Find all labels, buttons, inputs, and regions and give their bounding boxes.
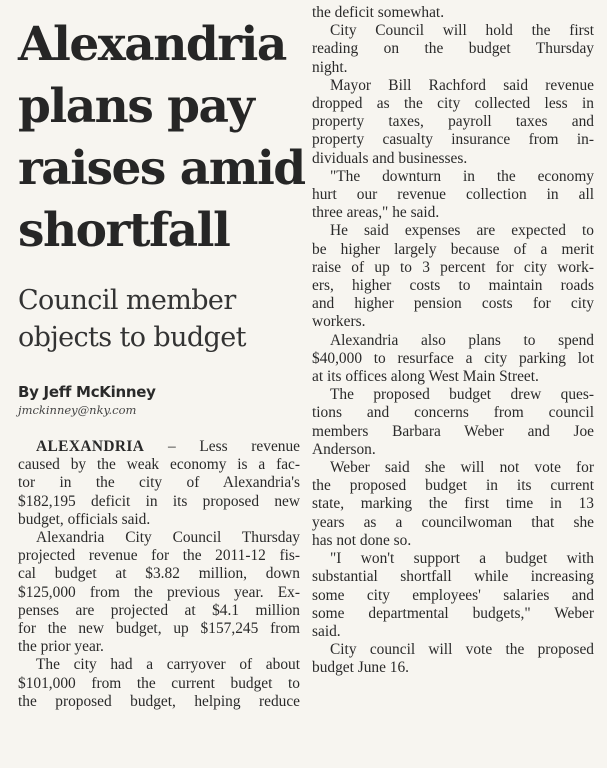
paragraph-line: the prior year. bbox=[18, 638, 104, 656]
paragraph-line: at its offices along West Main Street. bbox=[312, 368, 539, 386]
paragraph-line: projected revenue for the 2011-12 fis- bbox=[18, 547, 300, 565]
paragraph-line: The proposed budget drew ques- bbox=[330, 386, 594, 404]
article-body-right bbox=[312, 4, 594, 678]
paragraph-line: $40,000 to resurface a city parking lot bbox=[312, 349, 594, 367]
paragraph-line: City Council will hold the first bbox=[330, 22, 594, 40]
article-paragraph bbox=[312, 222, 594, 331]
paragraph-line: caused by the weak economy is a fac- bbox=[18, 456, 300, 474]
paragraph-line: Alexandria also plans to spend bbox=[330, 331, 594, 349]
paragraph-line: said. bbox=[312, 622, 341, 640]
paragraph-line: three areas," he said. bbox=[312, 204, 440, 222]
paragraph-line: years as a councilwoman that she bbox=[312, 513, 594, 531]
paragraph-line: cal budget at $3.82 million, down bbox=[18, 565, 300, 583]
article-paragraph bbox=[312, 550, 594, 641]
paragraph-line: raise of up to 3 percent for city work- bbox=[312, 258, 594, 276]
paragraph-line: the proposed budget in its current bbox=[312, 477, 594, 495]
paragraph-line: Mayor Bill Rachford said revenue bbox=[330, 76, 594, 94]
article-body-left bbox=[18, 438, 300, 711]
paragraph-line: budget, officials said. bbox=[18, 510, 151, 528]
paragraph-line: property taxes, payroll taxes and bbox=[312, 113, 594, 131]
article-paragraph bbox=[312, 77, 594, 168]
paragraph-line: and higher pension costs for city bbox=[312, 295, 594, 313]
headline-line: plans pay bbox=[18, 79, 254, 134]
author-email: jmckinney@nky.com bbox=[18, 403, 137, 417]
line-text: – Less revenue bbox=[144, 438, 300, 455]
article-paragraph bbox=[312, 641, 594, 677]
article-paragraph bbox=[312, 168, 594, 223]
paragraph-line: penses are projected at $4.1 million bbox=[18, 601, 300, 619]
paragraph-line: "I won't support a budget with bbox=[330, 550, 594, 568]
paragraph-line: dividuals and businesses. bbox=[312, 149, 468, 167]
paragraph-line: night. bbox=[312, 58, 348, 76]
paragraph-line: $182,195 deficit in its proposed new bbox=[18, 492, 300, 510]
paragraph-line: members Barbara Weber and Joe bbox=[312, 422, 594, 440]
headline-line: raises amid bbox=[18, 141, 305, 196]
article-paragraph bbox=[312, 386, 594, 459]
paragraph-line: has not done so. bbox=[312, 531, 412, 549]
subheadline bbox=[18, 282, 300, 356]
paragraph-line: "The downturn in the economy bbox=[330, 167, 594, 185]
paragraph-line: Weber said she will not vote for bbox=[330, 459, 594, 477]
paragraph-line: property casualty insurance from in- bbox=[312, 131, 594, 149]
paragraph-line: $101,000 from the current budget to bbox=[18, 674, 300, 692]
paragraph-line: some departmental budgets," Weber bbox=[312, 604, 594, 622]
paragraph-line: dropped as the city collected less in bbox=[312, 95, 594, 113]
dateline: ALEXANDRIA bbox=[36, 438, 145, 455]
headline-line: Alexandria bbox=[18, 17, 286, 72]
subheadline-line: objects to budget bbox=[18, 322, 246, 353]
subheadline-line: Council member bbox=[18, 285, 236, 316]
paragraph-line: tor in the city of Alexandria's bbox=[18, 474, 300, 492]
paragraph-line: City council will vote the proposed bbox=[330, 641, 594, 659]
paragraph-line: state, marking the first time in 13 bbox=[312, 495, 594, 513]
byline: By Jeff McKinney bbox=[18, 383, 156, 401]
paragraph-line: some city employees' salaries and bbox=[312, 586, 594, 604]
left-column bbox=[18, 14, 305, 711]
paragraph-line: hurt our revenue collection in all bbox=[312, 186, 594, 204]
paragraph-line: workers. bbox=[312, 313, 366, 331]
paragraph-line: The city had a carryover of about bbox=[36, 656, 300, 674]
paragraph-line bbox=[18, 438, 300, 456]
headline bbox=[18, 14, 305, 262]
article-paragraph bbox=[312, 459, 594, 550]
paragraph-line: budget June 16. bbox=[312, 659, 410, 677]
paragraph-line: tions and concerns from council bbox=[312, 404, 594, 422]
paragraph-line: for the new budget, up $157,245 from bbox=[18, 620, 300, 638]
right-column bbox=[312, 4, 594, 678]
paragraph-line: substantial shortfall while increasing bbox=[312, 568, 594, 586]
article-paragraph bbox=[312, 4, 594, 22]
article-paragraph bbox=[312, 332, 594, 387]
paragraph-line: be higher largely because of a merit bbox=[312, 240, 594, 258]
paragraph-line: $125,000 from the previous year. Ex- bbox=[18, 583, 300, 601]
paragraph-line: the deficit somewhat. bbox=[312, 4, 445, 21]
article-paragraph bbox=[18, 529, 300, 656]
article-paragraph bbox=[312, 22, 594, 77]
paragraph-line: ers, higher costs to maintain roads bbox=[312, 277, 594, 295]
article-paragraph bbox=[18, 438, 300, 529]
article-paragraph bbox=[18, 656, 300, 711]
paragraph-line: Alexandria City Council Thursday bbox=[36, 529, 300, 547]
paragraph-line: He said expenses are expected to bbox=[330, 222, 594, 240]
paragraph-line: the proposed budget, helping reduce bbox=[18, 692, 300, 710]
paragraph-line: reading on the budget Thursday bbox=[312, 40, 594, 58]
paragraph-line: Anderson. bbox=[312, 440, 376, 458]
headline-line: shortfall bbox=[18, 203, 230, 258]
